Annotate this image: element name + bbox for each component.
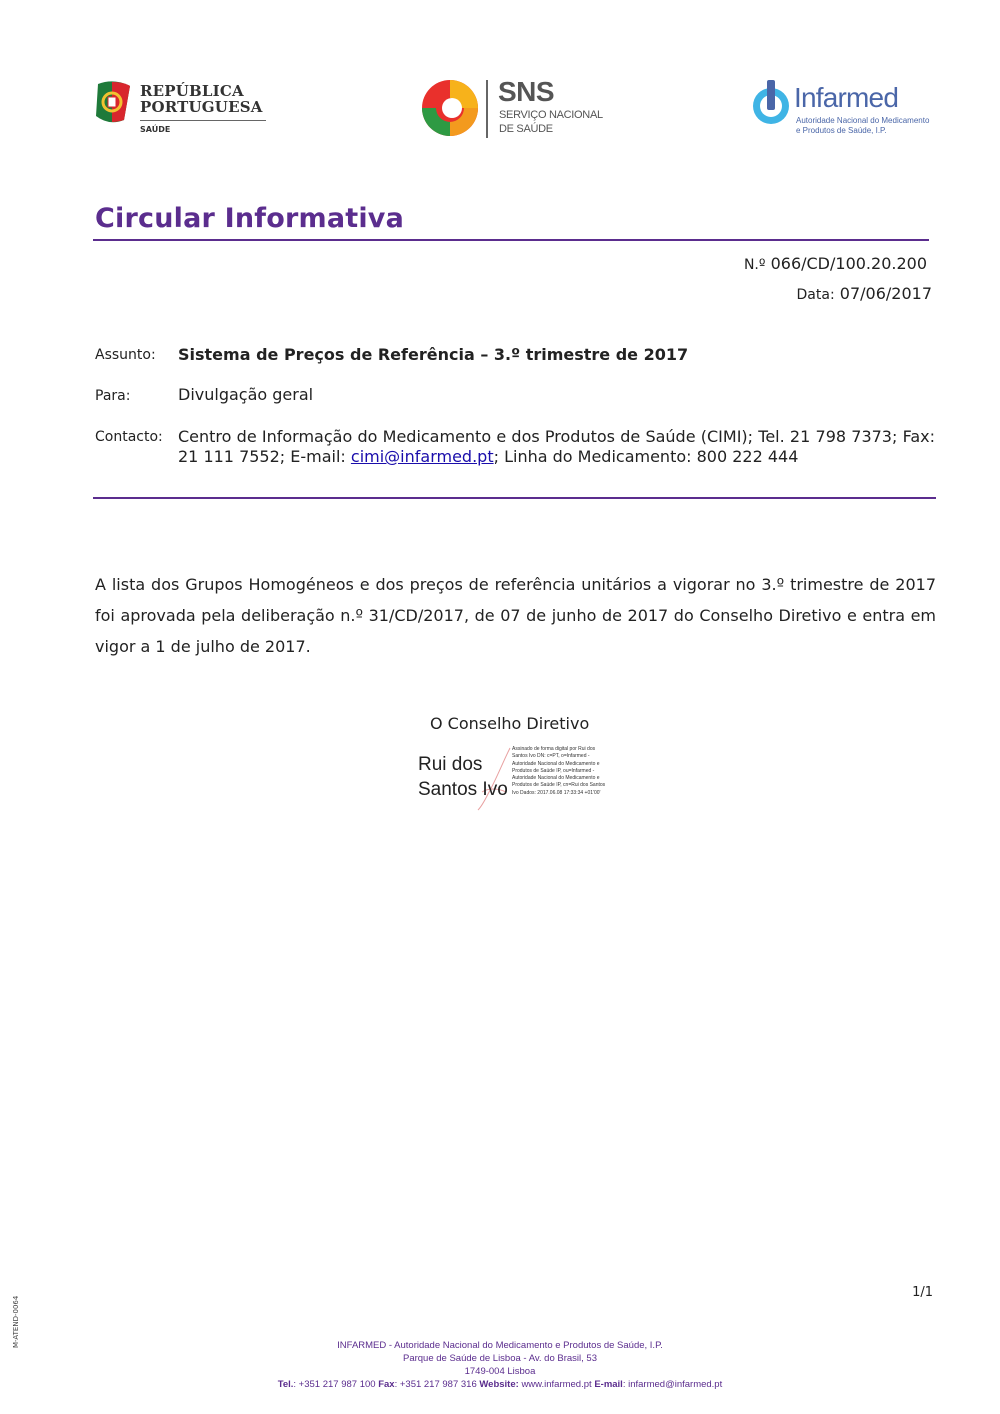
- sns-logo: [420, 78, 610, 142]
- footer-fax: : +351 217 987 316: [394, 1379, 477, 1390]
- sns-title: SNS: [498, 76, 555, 107]
- document-date: [797, 284, 932, 303]
- contact-email-link[interactable]: cimi@infarmed.pt: [350, 447, 494, 466]
- to-label: Para:: [95, 388, 131, 404]
- infarmed-desc1: Autoridade Nacional do Medicamento: [796, 116, 930, 125]
- document-code: M-ATEND-0064: [12, 1295, 20, 1348]
- signer-title: O Conselho Diretivo: [430, 714, 590, 733]
- subject-label: Assunto:: [95, 347, 156, 363]
- page-number: 1/1: [912, 1285, 933, 1300]
- signer-name-line1: Rui dos: [418, 754, 483, 775]
- digital-signature: [418, 744, 618, 814]
- footer-tel-label: Tel.: [277, 1379, 294, 1390]
- sns-divider: [486, 80, 488, 138]
- infarmed-desc2: e Produtos de Saúde, I.P.: [796, 126, 887, 135]
- sns-line1: SERVIÇO NACIONAL: [499, 109, 603, 121]
- infarmed-logo: [750, 80, 930, 140]
- footer-website-link[interactable]: www.infarmed.pt: [521, 1379, 592, 1390]
- footer-web-label: Website:: [479, 1379, 519, 1390]
- footer-contacts: [0, 1379, 1000, 1390]
- footer-email-label: E-mail: [594, 1379, 623, 1390]
- footer-line1: INFARMED - Autoridade Nacional do Medicamento e Produtos de Saúde, I.P.: [337, 1340, 663, 1351]
- subject-value: Sistema de Preços de Referência – 3.º trimestre de 2017: [178, 345, 689, 364]
- footer-tel: : +351 217 987 100: [293, 1379, 376, 1390]
- infarmed-name: Infarmed: [794, 82, 899, 113]
- fields-divider: [93, 497, 936, 499]
- republica-line2: PORTUGUESA: [140, 98, 263, 116]
- sns-emblem-icon: [420, 78, 480, 138]
- contact-value: [178, 427, 935, 467]
- republica-portuguesa-logo: [94, 80, 274, 140]
- footer-fax-label: Fax: [378, 1379, 395, 1390]
- date-label: Data:: [796, 287, 835, 303]
- republica-line1: REPÚBLICA: [140, 82, 244, 100]
- republica-sub: SAÚDE: [140, 125, 171, 134]
- contact-label: Contacto:: [95, 429, 163, 445]
- signer-name-line2: Santos Ivo: [418, 779, 508, 800]
- title-divider: [93, 239, 929, 241]
- date-value: 07/06/2017: [839, 284, 932, 303]
- footer-line3: 1749-004 Lisboa: [464, 1366, 536, 1377]
- contact-text-before: Centro de Informação do Medicamento e dos Produtos de Saúde (CIMI); Tel. 21 798 7373; Fax: 21 111 7552; E-mail:: [178, 427, 935, 466]
- logo-divider: [140, 120, 266, 121]
- sns-line2: DE SAÚDE: [499, 123, 553, 135]
- portugal-coat-of-arms-icon: [94, 80, 134, 124]
- footer-email[interactable]: : infarmed@infarmed.pt: [622, 1379, 723, 1390]
- contact-text-after: ; Linha do Medicamento: 800 222 444: [493, 447, 799, 466]
- signature-details: Assinado de forma digital por Rui dos Santos Ivo DN: c=PT, o=Infarmed - Autoridade Nacional do Medicamento e Produtos de Saúde IP, ou=Infarmed - Autoridade Nacional do Medicamento e Produtos de Saúde IP, cn=Rui dos Santos Ivo Dados: 2017.06.08 17:33:34 +01'00': [512, 746, 606, 796]
- reference-number: [744, 254, 927, 273]
- footer-line2: Parque de Saúde de Lisboa - Av. do Brasil, 53: [402, 1353, 597, 1364]
- document-title: Circular Informativa: [95, 203, 405, 234]
- infarmed-emblem-icon: [750, 80, 792, 126]
- reference-value: 066/CD/100.20.200: [770, 254, 927, 273]
- reference-label: N.º: [743, 257, 766, 273]
- to-value: Divulgação geral: [178, 385, 314, 404]
- body-paragraph: A lista dos Grupos Homogéneos e dos preços de referência unitários a vigorar no 3.º trimestre de 2017 foi aprovada pela deliberação n.º 31/CD/2017, de 07 de junho de 2017 do Conselho Diretivo e entra em vigor a 1 de julho de 2017.: [95, 575, 936, 656]
